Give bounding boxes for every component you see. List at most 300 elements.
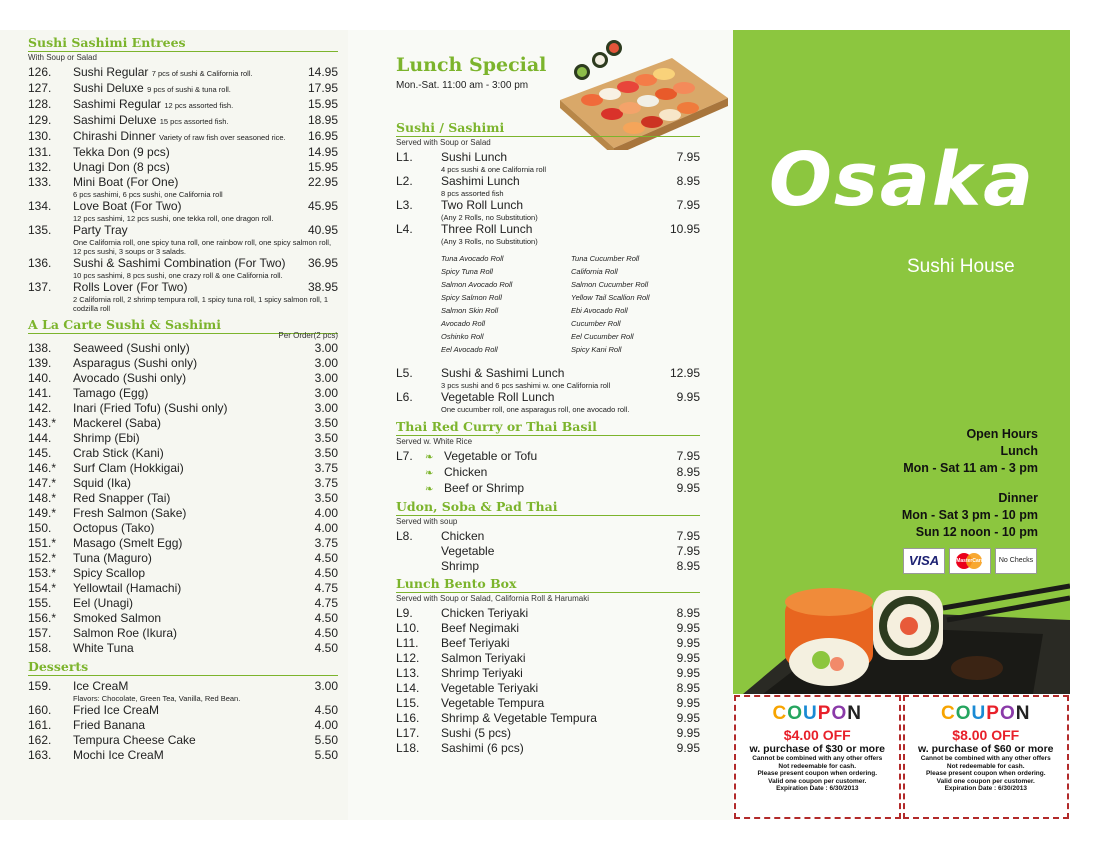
menu-item — [28, 113, 338, 129]
sushi-lunch-title: Sushi / Sashimi — [396, 121, 700, 137]
item-name — [73, 596, 304, 611]
menu-item — [396, 696, 700, 711]
item-note: Variety of raw fish over seasoned rice. — [159, 133, 286, 142]
coupon-2[interactable] — [903, 695, 1070, 819]
desserts-section — [28, 660, 338, 763]
coupon-letter: O — [787, 703, 804, 724]
item-name — [73, 446, 304, 461]
item-number: L6. — [396, 390, 413, 404]
menu-item — [396, 711, 700, 726]
item-price: 3.00 — [314, 356, 338, 370]
sushi-rolls-image — [733, 580, 1070, 694]
item-name — [441, 174, 664, 189]
menu-item — [28, 521, 338, 536]
hours-dinner-sunday: Sun 12 noon - 10 pm — [915, 525, 1038, 539]
item-price: 8.95 — [676, 681, 700, 695]
item-name-text: Sashimi Regular — [73, 97, 162, 111]
item-number: L2. — [396, 174, 413, 188]
menu-item — [28, 341, 338, 356]
item-number: 136. — [28, 256, 52, 270]
coupon-2-amount: $8.00 OFF — [952, 727, 1020, 743]
item-name-text: Sashimi Deluxe — [73, 113, 157, 127]
coupon-letter: O — [955, 703, 972, 724]
coupon-fine-line: Not redeemable for cash. — [778, 762, 857, 770]
menu-item — [28, 256, 338, 271]
menu-item — [28, 199, 338, 214]
item-name-text: Chicken Teriyaki — [441, 606, 529, 620]
menu-item — [28, 748, 338, 763]
item-name-text: Unagi Don (8 pcs) — [73, 160, 170, 174]
menu-item — [396, 449, 700, 465]
item-name-text: Sushi & Sashimi Lunch — [441, 366, 565, 380]
menu-item — [28, 223, 338, 238]
menu-item — [396, 621, 700, 636]
item-price: 4.00 — [314, 718, 338, 732]
thai-list — [396, 449, 700, 497]
item-price: 9.95 — [676, 390, 700, 404]
item-note: 15 pcs assorted fish. — [159, 117, 229, 126]
item-name — [73, 718, 304, 733]
coupon-letter: O — [831, 703, 848, 724]
payment-cards — [903, 548, 1037, 574]
item-price: 3.75 — [314, 536, 338, 550]
item-number: L8. — [396, 529, 413, 543]
coupon-fine-line: Not redeemable for cash. — [946, 762, 1025, 770]
item-name — [73, 551, 304, 566]
coupon-1-word — [736, 703, 899, 725]
thai-title: Thai Red Curry or Thai Basil — [396, 420, 700, 436]
menu-item — [28, 446, 338, 461]
item-number: 157. — [28, 626, 52, 640]
item-name — [441, 636, 664, 651]
item-name — [73, 113, 304, 129]
item-price: 14.95 — [307, 145, 338, 159]
item-name — [73, 491, 304, 506]
per-order-label: Per Order(2 pcs) — [278, 331, 338, 340]
item-name-text: Fried Banana — [73, 718, 146, 732]
item-name-text: Sashimi Lunch — [441, 174, 520, 188]
menu-item — [28, 356, 338, 371]
item-name-text: Party Tray — [73, 223, 128, 237]
menu-item — [28, 596, 338, 611]
item-name-text: Seaweed (Sushi only) — [73, 341, 190, 355]
item-price: 15.95 — [307, 97, 338, 111]
item-price: 3.75 — [314, 476, 338, 490]
item-number: L15. — [396, 696, 420, 710]
item-name-text: Sushi & Sashimi Combination (For Two) — [73, 256, 286, 270]
item-name — [73, 521, 304, 536]
item-number: 160. — [28, 703, 52, 717]
item-price: 16.95 — [307, 129, 338, 143]
menu-item — [396, 222, 700, 237]
desserts-title: Desserts — [28, 660, 338, 676]
item-name — [73, 160, 304, 175]
menu-item — [396, 666, 700, 681]
thai-section — [396, 420, 700, 497]
item-number: L11. — [396, 636, 419, 650]
coupon-fine-line: Expiration Date : 6/30/2013 — [776, 785, 859, 792]
alacarte-section — [28, 318, 338, 656]
item-name — [441, 529, 664, 544]
coupon-fine-line: Valid one coupon per customer. — [768, 777, 867, 785]
menu-item — [28, 506, 338, 521]
item-name — [73, 476, 304, 491]
open-hours — [902, 426, 1038, 541]
item-price: 4.50 — [314, 626, 338, 640]
coupon-fine-line: Valid one coupon per customer. — [936, 777, 1035, 785]
entrees-list — [28, 65, 338, 313]
item-name-text: Sushi Deluxe — [73, 81, 144, 95]
entrees-title: Sushi Sashimi Entrees — [28, 36, 338, 52]
item-name — [73, 401, 304, 416]
coupon-letter: U — [971, 703, 987, 724]
item-price: 8.95 — [676, 559, 700, 573]
item-price: 18.95 — [307, 113, 338, 127]
menu-item — [396, 366, 700, 381]
coupon-2-condition: w. purchase of $60 or more — [917, 743, 1054, 755]
item-number: 135. — [28, 223, 52, 237]
item-price: 3.00 — [314, 371, 338, 385]
lunch-special-hours: Mon.-Sat. 11:00 am - 3:00 pm — [396, 80, 529, 91]
item-number: 153.* — [28, 566, 57, 580]
roll-choices — [396, 252, 700, 356]
item-name-text: Mackerel (Saba) — [73, 416, 162, 430]
item-name — [73, 386, 304, 401]
item-name — [73, 431, 304, 446]
udon-list — [396, 529, 700, 574]
menu-item — [396, 390, 700, 405]
coupon-letter: U — [803, 703, 818, 724]
item-name-text: Salmon Roe (Ikura) — [73, 626, 178, 640]
item-name — [441, 559, 664, 574]
item-name — [73, 703, 304, 718]
menu-item — [28, 431, 338, 446]
item-price: 9.95 — [676, 666, 700, 680]
coupon-1[interactable] — [734, 695, 901, 819]
item-price: 3.75 — [314, 461, 338, 475]
item-name — [73, 199, 304, 214]
coupon-letter: N — [1015, 703, 1031, 724]
item-description: 12 pcs sashimi, 12 pcs sushi, one tekka roll, one dragon roll. — [73, 214, 274, 223]
item-price: 3.50 — [314, 491, 338, 505]
item-description: 2 California roll, 2 shrimp tempura roll, 1 spicy tuna roll, 1 spicy salmon roll, 1 codzilla roll — [73, 295, 329, 313]
udon-title: Udon, Soba & Pad Thai — [396, 500, 700, 516]
item-price: 3.00 — [314, 679, 338, 693]
item-name-text: Crab Stick (Kani) — [73, 446, 164, 460]
roll-option: California Roll — [571, 267, 618, 276]
item-price: 9.95 — [676, 726, 700, 740]
item-number: 150. — [28, 521, 52, 535]
menu-item — [28, 461, 338, 476]
item-name — [73, 65, 304, 81]
item-name-text: Vegetable or Tofu — [444, 449, 538, 463]
item-name — [73, 461, 304, 476]
bento-title: Lunch Bento Box — [396, 577, 700, 593]
item-price: 4.75 — [314, 581, 338, 595]
item-price: 12.95 — [669, 366, 700, 380]
item-name-text: Beef Negimaki — [441, 621, 520, 635]
item-name — [73, 679, 304, 694]
item-name — [73, 97, 304, 113]
item-number: 147.* — [28, 476, 57, 490]
item-price: 3.00 — [314, 341, 338, 355]
menu-item — [396, 636, 700, 651]
coupon-2-fine-print — [905, 755, 1068, 793]
item-name-text: Love Boat (For Two) — [73, 199, 182, 213]
bento-list — [396, 606, 700, 756]
item-number: 140. — [28, 371, 52, 385]
item-name — [73, 129, 304, 145]
item-description: One California roll, one spicy tuna roll, one rainbow roll, one spicy salmon roll, 12 pcs sushi, 3 soups or 3 salads. — [73, 238, 332, 256]
logo-subtitle: Sushi House — [907, 256, 1015, 277]
item-price: 4.75 — [314, 596, 338, 610]
thai-sub: Served w. White Rice — [396, 437, 473, 446]
menu-item — [28, 679, 338, 694]
item-number: 145. — [28, 446, 52, 460]
item-name-text: Shrimp (Ebi) — [73, 431, 140, 445]
menu-item — [28, 566, 338, 581]
item-price: 4.00 — [314, 506, 338, 520]
coupons — [733, 694, 1070, 820]
roll-option: Eel Avocado Roll — [441, 345, 498, 354]
item-number: 159. — [28, 679, 52, 693]
item-name-text: Vegetable Tempura — [441, 696, 545, 710]
item-name-text: Avocado (Sushi only) — [73, 371, 187, 385]
item-number: 149.* — [28, 506, 57, 520]
item-price: 4.50 — [314, 611, 338, 625]
item-price: 17.95 — [307, 81, 338, 95]
item-price: 14.95 — [307, 65, 338, 79]
item-number: L13. — [396, 666, 420, 680]
item-price: 3.50 — [314, 416, 338, 430]
menu-item — [28, 160, 338, 175]
item-price: 40.95 — [307, 223, 338, 237]
item-name — [73, 506, 304, 521]
item-name-text: Sashimi (6 pcs) — [441, 741, 524, 755]
item-number: 134. — [28, 199, 52, 213]
item-name — [73, 611, 304, 626]
item-name — [73, 256, 304, 271]
menu-item — [28, 551, 338, 566]
coupon-1-condition: w. purchase of $30 or more — [749, 743, 886, 755]
item-number: 129. — [28, 113, 52, 127]
item-price: 7.95 — [676, 449, 700, 463]
menu-item — [28, 97, 338, 113]
item-number: 151.* — [28, 536, 57, 550]
item-name-text: Smoked Salmon — [73, 611, 162, 625]
roll-option: Spicy Kani Roll — [571, 345, 622, 354]
item-name — [441, 741, 664, 756]
alacarte-title: A La Carte Sushi & Sashimi — [28, 318, 338, 334]
menu-item — [396, 726, 700, 741]
roll-option: Oshinko Roll — [441, 332, 484, 341]
lunch-special-title: Lunch Special — [396, 54, 547, 76]
coupon-letter: O — [999, 703, 1016, 724]
roll-option: Avocado Roll — [441, 319, 486, 328]
item-name-text: Mini Boat (For One) — [73, 175, 179, 189]
item-number: 126. — [28, 65, 52, 79]
item-price: 45.95 — [307, 199, 338, 213]
coupon-letter: C — [941, 703, 956, 724]
item-name-text: Chirashi Dinner — [73, 129, 156, 143]
hours-title: Open Hours — [966, 427, 1038, 441]
item-price: 15.95 — [307, 160, 338, 174]
item-number: 138. — [28, 341, 52, 355]
middle-panel — [396, 54, 700, 828]
item-number: 155. — [28, 596, 52, 610]
item-price: 4.50 — [314, 641, 338, 655]
item-name-text: Chicken — [441, 529, 485, 543]
item-number: 148.* — [28, 491, 57, 505]
coupon-2-word — [905, 703, 1068, 725]
item-name — [73, 341, 304, 356]
item-number: L14. — [396, 681, 420, 695]
item-price: 9.95 — [676, 741, 700, 755]
item-name — [73, 626, 304, 641]
item-description: Flavors: Chocolate, Green Tea, Vanilla, Red Bean. — [73, 694, 241, 703]
item-note: 9 pcs of sushi & tuna roll. — [147, 85, 231, 94]
menu-item — [28, 491, 338, 506]
roll-option: Tuna Cucumber Roll — [571, 254, 640, 263]
logo-word: Osaka — [768, 137, 1036, 223]
leaf-icon: ❧ — [425, 452, 434, 463]
item-name-text: Tekka Don (9 pcs) — [73, 145, 170, 159]
bento-section — [396, 577, 700, 756]
item-name-text: Tuna (Maguro) — [73, 551, 152, 565]
item-name-text: Mochi Ice CreaM — [73, 748, 164, 762]
menu-item — [396, 559, 700, 574]
item-number: 142. — [28, 401, 52, 415]
item-price: 8.95 — [676, 174, 700, 188]
coupon-1-fine-print — [736, 755, 899, 793]
menu-item — [396, 174, 700, 189]
hours-dinner-weekday: Mon - Sat 3 pm - 10 pm — [901, 508, 1038, 522]
item-price: 9.95 — [676, 696, 700, 710]
item-price: 3.00 — [314, 386, 338, 400]
item-name-text: Sushi Lunch — [441, 150, 508, 164]
item-price: 7.95 — [676, 544, 700, 558]
item-name-text: Shrimp — [441, 559, 480, 573]
mastercard-icon — [949, 548, 991, 574]
menu-item — [28, 581, 338, 596]
item-price: 4.50 — [314, 703, 338, 717]
item-name — [73, 641, 304, 656]
coupon-fine-line: Expiration Date : 6/30/2013 — [944, 785, 1027, 792]
coupon-fine-line: Cannot be combined with any other offers — [920, 755, 1051, 762]
item-price: 36.95 — [307, 256, 338, 270]
item-name-text: Shrimp Teriyaki — [441, 666, 523, 680]
no-checks-badge: No Checks — [995, 548, 1037, 574]
item-name — [441, 544, 664, 559]
item-name-text: Ice CreaM — [73, 679, 129, 693]
item-number: 127. — [28, 81, 52, 95]
menu-item — [28, 65, 338, 81]
menu-item — [28, 536, 338, 551]
item-name — [441, 198, 664, 213]
item-number: 158. — [28, 641, 52, 655]
item-name-text: Spicy Scallop — [73, 566, 146, 580]
menu-item — [28, 401, 338, 416]
item-number: 161. — [28, 718, 52, 732]
item-name-text: Sushi (5 pcs) — [441, 726, 512, 740]
item-name-text: Asparagus (Sushi only) — [73, 356, 198, 370]
item-price: 9.95 — [676, 636, 700, 650]
item-description: 4 pcs sushi & one California roll — [441, 165, 547, 174]
menu-item — [28, 175, 338, 190]
item-number: 139. — [28, 356, 52, 370]
item-name — [73, 81, 304, 97]
item-name — [73, 748, 304, 763]
item-name-text: Octopus (Tako) — [73, 521, 155, 535]
item-number: L12. — [396, 651, 420, 665]
item-name-text: Tempura Cheese Cake — [73, 733, 196, 747]
coupon-letter: C — [772, 703, 788, 724]
item-number: 163. — [28, 748, 52, 762]
item-name-text: Rolls Lover (For Two) — [73, 280, 188, 294]
item-price: 3.50 — [314, 446, 338, 460]
item-number: L9. — [396, 606, 413, 620]
item-number: 130. — [28, 129, 52, 143]
item-name-text: Three Roll Lunch — [441, 222, 533, 236]
item-name-text: Tamago (Egg) — [73, 386, 149, 400]
menu-item — [396, 544, 700, 559]
bento-sub: Served with Soup or Salad, California Roll & Harumaki — [396, 594, 589, 603]
roll-option: Spicy Tuna Roll — [441, 267, 493, 276]
item-price: 3.00 — [314, 401, 338, 415]
roll-option: Cucumber Roll — [571, 319, 621, 328]
hours-lunch-label: Lunch — [1000, 444, 1038, 458]
coupon-letter: N — [847, 703, 862, 724]
osaka-logo — [767, 137, 1037, 223]
item-description: 10 pcs sashimi, 8 pcs sushi, one crazy roll & one California roll. — [73, 271, 283, 280]
item-number: L10. — [396, 621, 420, 635]
item-name — [441, 681, 664, 696]
item-number: L7. — [396, 449, 413, 463]
mastercard-label: MasterCard — [956, 558, 984, 564]
item-name — [73, 416, 304, 431]
item-name — [441, 726, 664, 741]
leaf-icon: ❧ — [425, 484, 434, 495]
item-note: 7 pcs of sushi & California roll. — [151, 69, 253, 78]
item-name-text: Beef Teriyaki — [441, 636, 510, 650]
menu-item — [396, 741, 700, 756]
item-price: 3.50 — [314, 431, 338, 445]
menu-item — [28, 129, 338, 145]
item-name — [441, 222, 664, 237]
menu-item — [396, 681, 700, 696]
coupon-letter: P — [817, 703, 832, 724]
item-number: 132. — [28, 160, 52, 174]
menu-item — [28, 641, 338, 656]
leaf-icon: ❧ — [425, 468, 434, 479]
item-number: 137. — [28, 280, 52, 294]
item-name — [441, 390, 664, 405]
item-description: (Any 2 Rolls, no Substitution) — [441, 213, 538, 222]
item-number: 162. — [28, 733, 52, 747]
item-number: L1. — [396, 150, 413, 164]
item-number: L5. — [396, 366, 413, 380]
item-name — [441, 651, 664, 666]
item-name — [441, 366, 664, 381]
item-number: 146.* — [28, 461, 57, 475]
menu-item — [396, 150, 700, 165]
item-price: 7.95 — [676, 529, 700, 543]
item-name — [441, 711, 664, 726]
coupon-letter: P — [986, 703, 1000, 724]
item-number: 128. — [28, 97, 52, 111]
desserts-list — [28, 679, 338, 763]
item-name-text: Beef or Shrimp — [444, 481, 525, 495]
